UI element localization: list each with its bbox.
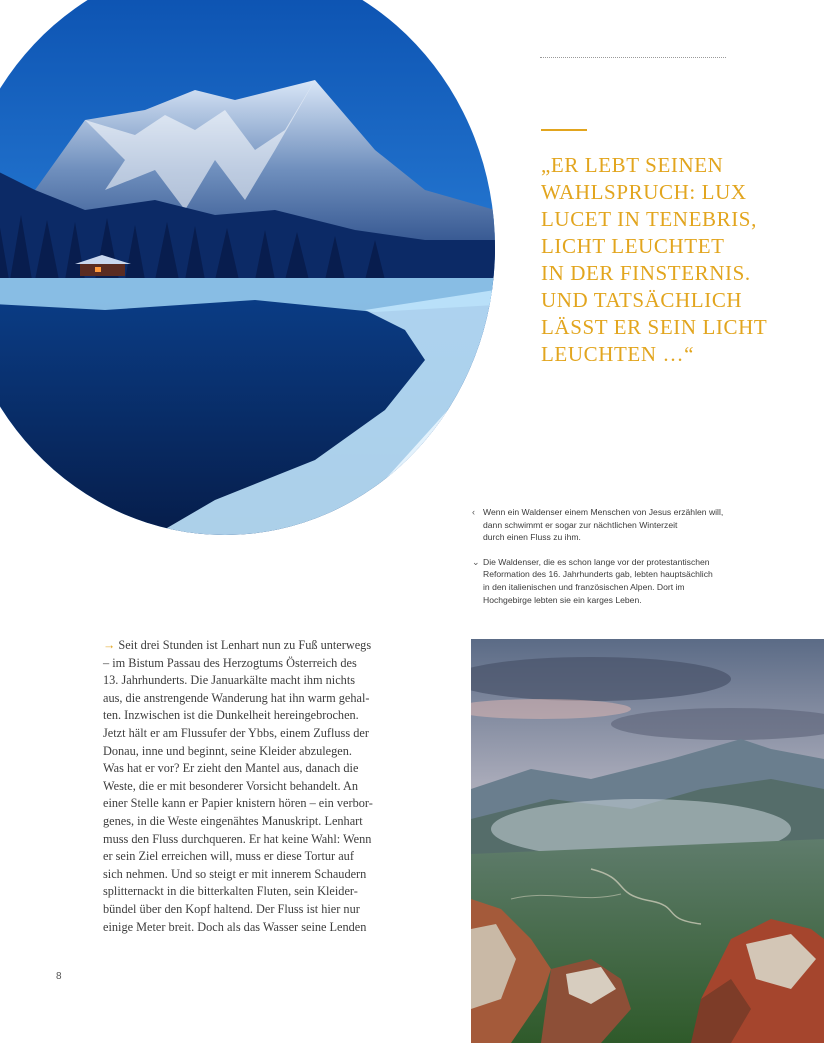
winter-lake-photo xyxy=(0,0,495,535)
body-line-text: Seit drei Stunden ist Lenhart nun zu Fuß unterwegs xyxy=(118,638,372,652)
body-line: – im Bistum Passau des Herzogtums Österreich des xyxy=(103,655,357,670)
body-line: 13. Jahrhunderts. Die Januarkälte macht ihm nichts xyxy=(103,673,356,688)
caption-top-photo xyxy=(472,506,802,544)
pull-quote-line: LICHT LEUCHTET xyxy=(541,234,725,258)
pull-quote-line: IN DER FINSTERNIS. xyxy=(541,261,751,285)
body-line: muss den Fluss durchqueren. Er hat keine Wahl: Wenn xyxy=(103,831,372,846)
pull-quote-line: UND TATSÄCHLICH xyxy=(541,288,743,312)
body-line: einer Stelle kann er Papier knistern hören – ein verbor- xyxy=(103,796,373,811)
body-line: aus, die anstrengende Wanderung hat ihn warm gehal- xyxy=(103,690,370,705)
body-line: er sein Ziel erreichen will, muss er diese Tortur auf xyxy=(103,849,354,864)
pull-quote-line: WAHLSPRUCH: LUX xyxy=(541,180,747,204)
caption-line: Hochgebirge lebten sie ein karges Leben. xyxy=(483,594,642,605)
caption-line: in den italienischen und französischen Alpen. Dort im xyxy=(483,581,685,592)
body-line: Weste, die er mit besonderer Vorsicht behandelt. An xyxy=(103,778,359,793)
body-line: ten. Inzwischen ist die Dunkelheit hereingebrochen. xyxy=(103,708,359,723)
arrow-right-icon: → xyxy=(103,638,116,652)
chevron-left-icon: ‹ xyxy=(472,507,475,517)
alpine-valley-photo xyxy=(471,639,824,1043)
body-line: genes, in die Weste eingenähtes Manuskript. Lenhart xyxy=(103,813,363,828)
caption-line: dann schwimmt er sogar zur nächtlichen Winterzeit xyxy=(483,519,678,530)
body-line: splitternackt in die bitterkalten Fluten, sein Kleider- xyxy=(103,884,358,899)
photo-captions xyxy=(472,506,802,618)
caption-bottom-photo xyxy=(472,556,802,606)
body-line: sich nehmen. Und so steigt er mit innerem Schaudern xyxy=(103,866,367,881)
pull-quote-line: LUCET IN TENEBRIS, xyxy=(541,207,757,231)
dotted-divider xyxy=(540,57,726,58)
caption-line: durch einen Fluss zu ihm. xyxy=(483,532,581,543)
caption-line: Wenn ein Waldenser einem Menschen von Jesus erzählen will, xyxy=(483,507,724,517)
pull-quote xyxy=(541,152,811,368)
pull-quote-line: LÄSST ER SEIN LICHT xyxy=(541,315,768,339)
caption-line: Reformation des 16. Jahrhunderts gab, lebten hauptsächlich xyxy=(483,569,713,580)
body-line: einige Meter breit. Doch als das Wasser seine Lenden xyxy=(103,919,367,934)
body-line xyxy=(103,637,403,655)
pull-quote-line: LEUCHTEN …“ xyxy=(541,342,694,366)
caption-line: Die Waldenser, die es schon lange vor der protestantischen xyxy=(483,556,710,567)
body-line: Donau, inne und beginnt, seine Kleider abzulegen. xyxy=(103,743,352,758)
chevron-down-icon: ⌄ xyxy=(472,556,480,567)
article-body xyxy=(103,637,403,936)
accent-divider xyxy=(541,129,587,131)
page-number: 8 xyxy=(56,971,62,982)
body-line: Jetzt hält er am Flussufer der Ybbs, einem Zufluss der xyxy=(103,725,369,740)
pull-quote-line: „ER LEBT SEINEN xyxy=(541,153,724,177)
body-line: bündel über den Kopf haltend. Der Fluss ist hier nur xyxy=(103,901,360,916)
body-line: Was hat er vor? Er zieht den Mantel aus, danach die xyxy=(103,761,359,776)
